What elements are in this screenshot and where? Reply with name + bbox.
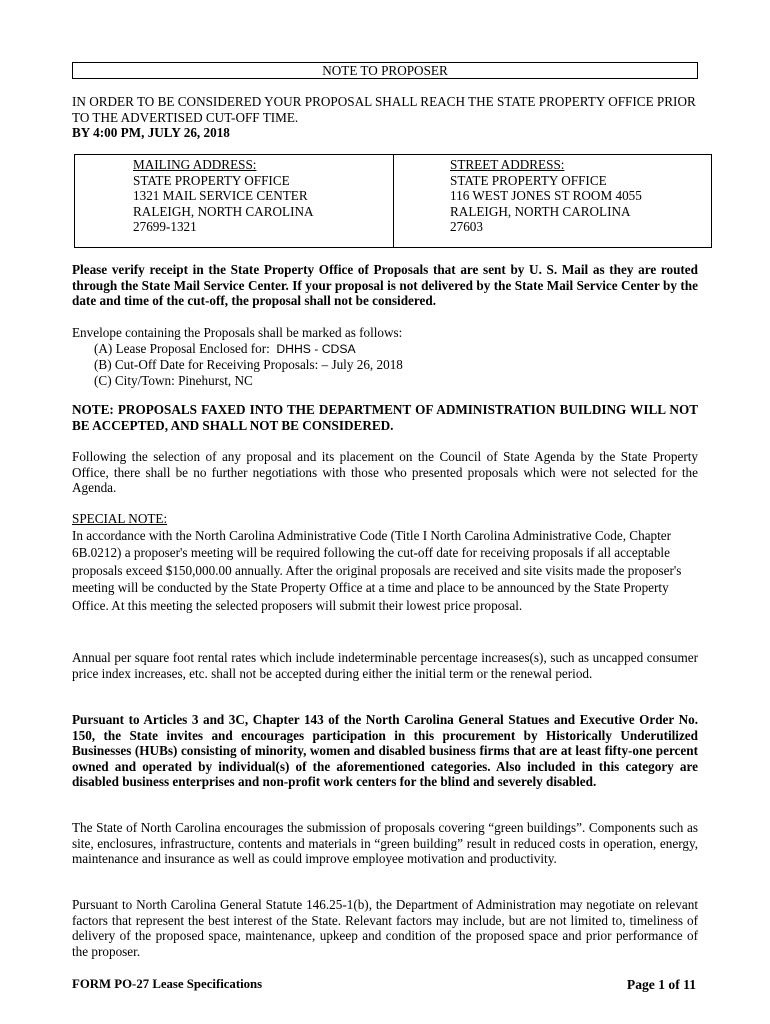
- annual-rates-paragraph: Annual per square foot rental rates which include indeterminable percentage increases(s), such as uncapped consumer price index increases, etc. shall not be accepted during either the initial term or the renewal period.: [72, 650, 698, 681]
- mailing-line: 1321 MAIL SERVICE CENTER: [133, 188, 308, 204]
- hub-paragraph: Pursuant to Articles 3 and 3C, Chapter 143 of the North Carolina General Statues and Executive Order No. 150, the State invites and encourages participation in this procurement by Historically Underutilized Businesses (HUBs) consisting of minority, women and disabled business firms that are at least fifty-one percent owned and operated by individual(s) of the aforementioned categories. Also included in this category are disabled business enterprises and non-profit work centers for the blind and severely disabled.: [72, 712, 698, 790]
- page-number: Page 1 of 11: [626, 977, 696, 992]
- street-line: RALEIGH, NORTH CAROLINA: [450, 203, 631, 219]
- envelope-item-a-label: (A) Lease Proposal Enclosed for:: [94, 340, 270, 356]
- mailing-heading: MAILING ADDRESS:: [133, 157, 257, 172]
- statute-paragraph: Pursuant to North Carolina General Statute 146.25-1(b), the Department of Administration may negotiate on relevant factors that represent the best interest of the State. Relevant factors may include, but are not limited to, timeliness of delivery of the proposed space, maintenance, upkeep and condition of the proposed space and prior performance of the proposer.: [72, 897, 698, 959]
- fax-note: NOTE: PROPOSALS FAXED INTO THE DEPARTMENT OF ADMINISTRATION BUILDING WILL NOT BE ACCEPTED, AND SHALL NOT BE CONSIDERED.: [72, 402, 698, 433]
- following-paragraph: Following the selection of any proposal and its placement on the Council of State Agenda by the State Property Office, there shall be no further negotiations with those who presented proposals which were not selected for the Agenda.: [72, 449, 698, 496]
- intro-block: [72, 94, 698, 141]
- street-line: 116 WEST JONES ST ROOM 4055: [450, 188, 642, 204]
- envelope-item-c: (C) City/Town: Pinehurst, NC: [94, 372, 253, 388]
- page-title: NOTE TO PROPOSER: [322, 63, 448, 78]
- special-note: [72, 511, 698, 615]
- street-heading: STREET ADDRESS:: [450, 157, 565, 172]
- mailing-address: [75, 155, 393, 247]
- envelope-item-b: (B) Cut-Off Date for Receiving Proposals: – July 26, 2018: [94, 357, 403, 373]
- envelope-instructions: [72, 325, 698, 388]
- special-note-heading: SPECIAL NOTE:: [72, 511, 168, 526]
- special-note-body: In accordance with the North Carolina Administrative Code (Title I North Carolina Administrative Code, Chapter 6B.0212) a proposer's meeting will be required following the cut-off date for receiving proposals if all acceptable proposals exceed $150,000.00 annually. After the original proposals are received and site visits made the proposer's meeting will be conducted by the State Property Office at a time and place to be announced by the State Property Office. At this meeting the selected proposers will submit their lowest price proposal.: [72, 527, 682, 613]
- street-address: [393, 155, 711, 247]
- address-table: [74, 154, 712, 248]
- envelope-intro: Envelope containing the Proposals shall be marked as follows:: [72, 325, 403, 340]
- street-line: 27603: [450, 219, 483, 235]
- envelope-item-a: [72, 341, 698, 358]
- page-title-box: [72, 62, 698, 79]
- form-name: FORM PO-27 Lease Specifications: [72, 977, 263, 991]
- envelope-item-a-value: DHHS - CDSA: [276, 341, 356, 356]
- deadline-text: BY 4:00 PM, JULY 26, 2018: [72, 125, 230, 141]
- mailing-line: STATE PROPERTY OFFICE: [133, 172, 290, 188]
- mailing-line: RALEIGH, NORTH CAROLINA: [133, 203, 314, 219]
- street-line: STATE PROPERTY OFFICE: [450, 172, 607, 188]
- mailing-line: 27699-1321: [133, 219, 197, 235]
- page-footer: [72, 977, 696, 993]
- green-buildings-paragraph: The State of North Carolina encourages the submission of proposals covering “green buildings”. Components such as site, enclosures, infrastructure, contents and materials in “green building” result in reduced costs in operation, energy, maintenance and insurance as well as could improve employee motivation and productivity.: [72, 820, 698, 867]
- intro-text: IN ORDER TO BE CONSIDERED YOUR PROPOSAL SHALL REACH THE STATE PROPERTY OFFICE PRIOR TO THE ADVERTISED CUT-OFF TIME.: [72, 94, 696, 125]
- verify-notice: Please verify receipt in the State Property Office of Proposals that are sent by U. S. Mail as they are routed through the State Mail Service Center. If your proposal is not delivered by the State Mail Service Center by the date and time of the cut-off, the proposal shall not be considered.: [72, 262, 698, 309]
